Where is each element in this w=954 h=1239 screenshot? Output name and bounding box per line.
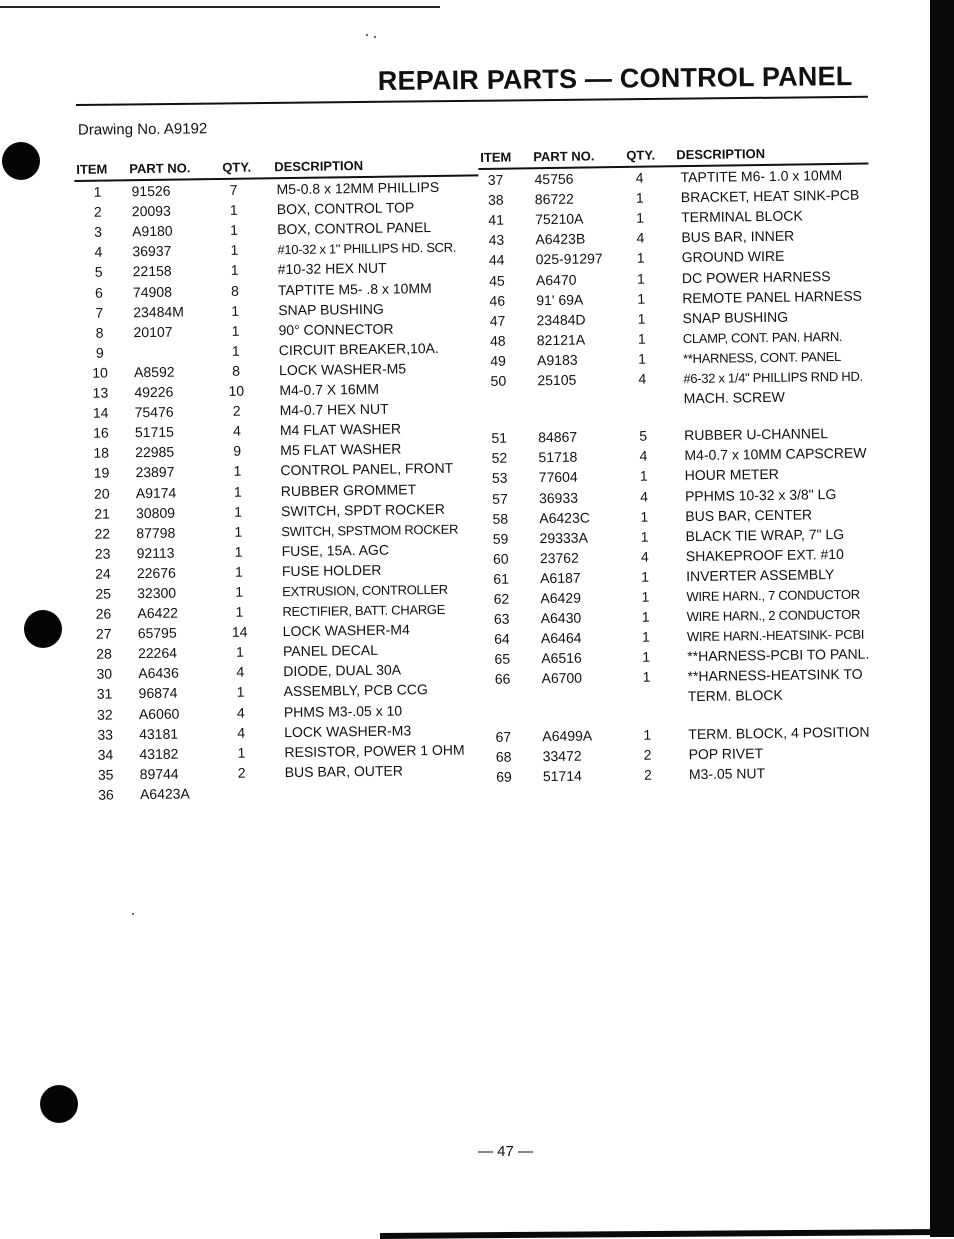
item-cell: 25 xyxy=(88,585,118,601)
item-cell: 51 xyxy=(484,430,514,446)
qty-cell: 1 xyxy=(220,302,250,318)
item-cell: 44 xyxy=(482,252,512,268)
qty-cell: 1 xyxy=(225,644,255,660)
item-cell: 32 xyxy=(90,706,120,722)
qty-cell: 8 xyxy=(220,282,250,298)
scan-edge-right xyxy=(930,0,954,1237)
item-cell: 69 xyxy=(489,768,519,784)
qty-cell: 1 xyxy=(221,342,251,358)
qty-cell: 1 xyxy=(630,568,660,584)
qty-cell: 9 xyxy=(222,443,252,459)
description-cell: WIRE HARN., 2 CONDUCTOR xyxy=(687,607,861,624)
qty-cell: 1 xyxy=(631,649,661,665)
item-cell: 66 xyxy=(487,671,517,687)
description-cell: BRACKET, HEAT SINK-PCB xyxy=(681,187,860,205)
table-row xyxy=(487,761,877,787)
qty-cell: 10 xyxy=(221,383,251,399)
part-number-cell: 49226 xyxy=(134,384,173,401)
qty-cell: 8 xyxy=(221,362,251,378)
table-body xyxy=(478,165,877,787)
qty-cell: 2 xyxy=(222,403,252,419)
table-row xyxy=(83,779,487,805)
part-number-cell: A6429 xyxy=(540,590,581,607)
description-cell: WIRE HARN.-HEATSINK- PCBI xyxy=(687,627,864,644)
item-cell: 48 xyxy=(483,332,513,348)
description-cell: LOCK WASHER-M5 xyxy=(279,360,406,378)
item-cell: 3 xyxy=(83,224,113,240)
item-cell: 22 xyxy=(87,525,117,541)
part-number-cell: 20107 xyxy=(133,323,172,340)
header-description: DESCRIPTION xyxy=(274,158,363,174)
description-cell: DC POWER HARNESS xyxy=(682,268,831,286)
part-number-cell: 43182 xyxy=(139,745,178,762)
part-number-cell: 29333A xyxy=(539,529,587,546)
item-cell: 60 xyxy=(486,550,516,566)
part-number-cell: 43181 xyxy=(139,725,178,742)
item-cell: 37 xyxy=(480,172,510,188)
item-cell: 2 xyxy=(83,204,113,220)
part-number-cell: A6187 xyxy=(540,569,581,586)
item-cell: 20 xyxy=(87,485,117,501)
part-number-cell: A9183 xyxy=(537,352,578,369)
description-cell: #6-32 x 1/4" PHILLIPS RND HD. xyxy=(683,369,863,387)
qty-cell: 4 xyxy=(222,423,252,439)
item-cell: 36 xyxy=(91,786,121,802)
item-cell: 58 xyxy=(485,510,515,526)
description-cell: REMOTE PANEL HARNESS xyxy=(682,287,862,306)
part-number-cell: 32300 xyxy=(137,585,176,602)
description-cell: ASSEMBLY, PCB CCG xyxy=(283,682,427,700)
item-cell: 52 xyxy=(484,450,514,466)
item-cell: 4 xyxy=(83,244,113,260)
page-number: — 47 — xyxy=(478,1143,533,1160)
description-cell: TERMINAL BLOCK xyxy=(681,208,803,226)
part-number-cell: 20093 xyxy=(132,203,171,220)
part-number-cell: 51714 xyxy=(543,767,582,784)
description-cell: PHMS M3-.05 x 10 xyxy=(284,702,402,720)
description-cell: 90° CONNECTOR xyxy=(278,320,393,338)
item-cell: 65 xyxy=(487,651,517,667)
part-number-cell: A6060 xyxy=(139,705,180,722)
qty-cell: 1 xyxy=(222,463,252,479)
description-cell: CLAMP, CONT. PAN. HARN. xyxy=(683,329,843,346)
part-number-cell: A6422 xyxy=(137,605,178,622)
description-cell: CONTROL PANEL, FRONT xyxy=(280,460,453,478)
qty-cell: 1 xyxy=(626,250,656,266)
description-cell: #10-32 HEX NUT xyxy=(278,260,387,278)
item-cell: 67 xyxy=(488,728,518,744)
part-number-cell: 91526 xyxy=(131,183,170,200)
qty-cell: 1 xyxy=(219,202,249,218)
item-cell: 57 xyxy=(485,490,515,506)
part-number-cell: 22264 xyxy=(138,645,177,662)
description-cell: LOCK WASHER-M3 xyxy=(284,722,411,740)
qty-cell: 1 xyxy=(223,503,253,519)
title-underline xyxy=(76,96,868,106)
qty-cell: 1 xyxy=(631,669,661,685)
part-number-cell: A6436 xyxy=(138,665,179,682)
description-cell: GROUND WIRE xyxy=(682,248,785,265)
qty-cell: 7 xyxy=(218,182,248,198)
description-cell: RECTIFIER, BATT. CHARGE xyxy=(282,602,445,619)
item-cell: 23 xyxy=(88,545,118,561)
qty-cell: 14 xyxy=(225,624,255,640)
description-cell: M5 FLAT WASHER xyxy=(280,441,401,459)
part-number-cell: 77604 xyxy=(539,469,578,486)
drawing-number: Drawing No. A9192 xyxy=(78,120,207,138)
description-cell: SWITCH, SPDT ROCKER xyxy=(281,500,445,518)
qty-cell: 1 xyxy=(220,262,250,278)
qty-cell: 1 xyxy=(629,468,659,484)
qty-cell: 1 xyxy=(631,609,661,625)
part-number-cell: A6423A xyxy=(140,785,190,802)
item-cell: 68 xyxy=(489,748,519,764)
part-number-cell: 75210A xyxy=(535,211,583,228)
part-number-cell: A6499A xyxy=(542,727,592,744)
item-cell: 47 xyxy=(482,312,512,328)
parts-table-right xyxy=(478,133,877,787)
item-cell: 53 xyxy=(485,470,515,486)
part-number-cell: 82121A xyxy=(537,331,585,348)
item-cell: 41 xyxy=(481,212,511,228)
item-cell: 50 xyxy=(483,373,513,389)
part-number-cell: 36937 xyxy=(132,243,171,260)
description-cell: CIRCUIT BREAKER,10A. xyxy=(279,340,439,358)
part-number-cell: 87798 xyxy=(136,524,175,541)
qty-cell: 4 xyxy=(225,664,255,680)
qty-cell: 1 xyxy=(629,528,659,544)
qty-cell: 1 xyxy=(224,583,254,599)
item-cell: 18 xyxy=(86,445,116,461)
item-cell: 1 xyxy=(82,184,112,200)
item-cell: 43 xyxy=(481,232,511,248)
part-number-cell: 30809 xyxy=(136,504,175,521)
description-cell: BUS BAR, INNER xyxy=(681,228,794,246)
item-cell: 49 xyxy=(483,352,513,368)
item-cell: 38 xyxy=(481,192,511,208)
part-number-cell: 75476 xyxy=(135,404,174,421)
description-cell: M4-0.7 x 10MM CAPSCREW xyxy=(684,445,866,464)
header-description: DESCRIPTION xyxy=(676,146,765,162)
item-cell: 28 xyxy=(89,646,119,662)
qty-cell: 1 xyxy=(226,744,256,760)
description-cell: PPHMS 10-32 x 3/8" LG xyxy=(685,486,836,504)
qty-cell: 5 xyxy=(628,428,658,444)
item-cell: 61 xyxy=(486,570,516,586)
description-cell: FUSE HOLDER xyxy=(282,562,382,579)
qty-cell: 1 xyxy=(625,210,655,226)
scan-speck xyxy=(132,913,134,915)
description-cell: WIRE HARN., 7 CONDUCTOR xyxy=(686,587,860,604)
part-number-cell: A6423B xyxy=(535,231,585,248)
qty-cell: 4 xyxy=(627,371,657,387)
item-cell: 26 xyxy=(88,605,118,621)
qty-cell: 4 xyxy=(226,704,256,720)
item-cell: 59 xyxy=(485,530,515,546)
part-number-cell: A6430 xyxy=(541,610,582,627)
item-cell: 46 xyxy=(482,292,512,308)
qty-cell: 4 xyxy=(624,170,654,186)
qty-cell: 1 xyxy=(223,483,253,499)
qty-cell: 1 xyxy=(219,242,249,258)
item-cell: 21 xyxy=(87,505,117,521)
description-cell: MACH. SCREW xyxy=(684,389,785,406)
item-cell: 6 xyxy=(84,284,114,300)
description-cell: HOUR METER xyxy=(685,466,779,483)
qty-cell: 4 xyxy=(630,548,660,564)
qty-cell: 1 xyxy=(224,604,254,620)
part-number-cell: 51715 xyxy=(135,424,174,441)
part-number-cell: 23484D xyxy=(536,311,585,328)
description-cell: TERM. BLOCK xyxy=(688,687,783,704)
part-number-cell: 45756 xyxy=(534,171,573,188)
table-body xyxy=(74,176,487,804)
qty-cell: 1 xyxy=(632,726,662,742)
description-cell: **HARNESS, CONT. PANEL xyxy=(683,349,841,366)
description-cell: LOCK WASHER-M4 xyxy=(283,622,410,640)
description-cell: RUBBER GROMMET xyxy=(281,481,417,499)
part-number-cell: 92113 xyxy=(137,544,175,561)
table-row xyxy=(482,386,872,412)
part-number-cell: 96874 xyxy=(138,685,177,702)
item-cell: 34 xyxy=(90,746,120,762)
item-cell: 35 xyxy=(91,766,121,782)
item-cell: 19 xyxy=(86,465,116,481)
item-cell: 64 xyxy=(487,631,517,647)
description-cell: **HARNESS-HEATSINK TO xyxy=(687,666,862,684)
part-number-cell: 51718 xyxy=(538,449,577,466)
description-cell: SHAKEPROOF EXT. #10 xyxy=(686,546,844,564)
qty-cell: 1 xyxy=(625,190,655,206)
part-number-cell: 22676 xyxy=(137,564,176,581)
item-cell: 14 xyxy=(86,405,116,421)
description-cell: TAPTITE M5- .8 x 10MM xyxy=(278,280,432,298)
part-number-cell: 33472 xyxy=(543,747,582,764)
part-number-cell: 23762 xyxy=(540,549,579,566)
qty-cell: 1 xyxy=(220,322,250,338)
part-number-cell: 25105 xyxy=(537,372,576,389)
description-cell: BUS BAR, OUTER xyxy=(285,762,403,780)
qty-cell: 4 xyxy=(629,488,659,504)
item-cell: 63 xyxy=(487,611,517,627)
item-cell: 10 xyxy=(85,364,115,380)
qty-cell: 1 xyxy=(219,222,249,238)
part-number-cell: 22158 xyxy=(133,263,172,280)
punch-hole-icon xyxy=(24,610,62,648)
part-number-cell: 84867 xyxy=(538,429,577,446)
part-number-cell: 91' 69A xyxy=(536,291,583,308)
header-qty: QTY. xyxy=(222,160,251,175)
part-number-cell: A6470 xyxy=(536,271,577,288)
qty-cell: 1 xyxy=(629,508,659,524)
item-cell: 8 xyxy=(84,324,114,340)
qty-cell: 2 xyxy=(633,746,663,762)
page-title: REPAIR PARTS — CONTROL PANEL xyxy=(378,61,853,97)
description-cell: FUSE, 15A. AGC xyxy=(282,541,390,558)
qty-cell: 2 xyxy=(633,766,663,782)
description-cell: TAPTITE M6- 1.0 x 10MM xyxy=(680,167,842,185)
qty-cell: 1 xyxy=(225,684,255,700)
qty-cell: 1 xyxy=(224,543,254,559)
description-cell: M4-0.7 HEX NUT xyxy=(280,401,389,419)
scan-edge-bottom xyxy=(380,1229,940,1239)
item-cell: 45 xyxy=(482,272,512,288)
part-number-cell: A9180 xyxy=(132,223,173,240)
item-cell: 30 xyxy=(89,666,119,682)
description-cell: POP RIVET xyxy=(689,745,764,762)
qty-cell: 1 xyxy=(627,350,657,366)
header-part-no: PART NO. xyxy=(129,160,190,176)
description-cell: TERM. BLOCK, 4 POSITION xyxy=(688,723,869,742)
item-cell: 27 xyxy=(89,626,119,642)
item-cell: 7 xyxy=(84,304,114,320)
description-cell: DIODE, DUAL 30A xyxy=(283,662,401,680)
table-row xyxy=(486,684,876,710)
part-number-cell: 36933 xyxy=(539,489,578,506)
qty-cell: 1 xyxy=(626,310,656,326)
description-cell: BOX, CONTROL TOP xyxy=(277,199,415,217)
qty-cell: 2 xyxy=(227,764,257,780)
item-cell: 62 xyxy=(486,590,516,606)
item-cell: 9 xyxy=(85,344,115,360)
part-number-cell: 89744 xyxy=(140,765,179,782)
part-number-cell: A6516 xyxy=(541,650,582,667)
description-cell: SWITCH, SPSTMOM ROCKER xyxy=(281,521,458,538)
part-number-cell: A6423C xyxy=(539,509,590,526)
header-item: ITEM xyxy=(76,162,107,177)
parts-table-left xyxy=(74,144,487,804)
description-cell: SNAP BUSHING xyxy=(278,300,384,317)
qty-cell: 1 xyxy=(626,270,656,286)
description-cell: M4-0.7 X 16MM xyxy=(279,381,379,398)
part-number-cell: 23897 xyxy=(135,464,174,481)
scan-edge-line xyxy=(0,6,440,8)
qty-cell: 4 xyxy=(628,448,658,464)
qty-cell: 1 xyxy=(223,523,253,539)
part-number-cell: 23484M xyxy=(133,303,184,320)
description-cell: #10-32 x 1" PHILLIPS HD. SCR. xyxy=(277,240,456,257)
description-cell: RESISTOR, POWER 1 OHM xyxy=(284,741,464,760)
header-part-no: PART NO. xyxy=(533,148,594,164)
description-cell: RUBBER U-CHANNEL xyxy=(684,425,828,443)
header-item: ITEM xyxy=(480,150,511,165)
punch-hole-icon xyxy=(40,1085,78,1123)
item-cell: 13 xyxy=(85,384,115,400)
description-cell: EXTRUSION, CONTROLLER xyxy=(282,582,448,599)
part-number-cell: A8592 xyxy=(134,364,175,381)
part-number-cell: 74908 xyxy=(133,283,172,300)
description-cell: M3-.05 NUT xyxy=(689,765,765,782)
description-cell: SNAP BUSHING xyxy=(682,308,788,325)
part-number-cell: A6700 xyxy=(541,670,582,687)
part-number-cell: 65795 xyxy=(138,625,177,642)
description-cell: M5-0.8 x 12MM PHILLIPS xyxy=(276,179,439,197)
qty-cell: 1 xyxy=(224,563,254,579)
qty-cell: 1 xyxy=(627,330,657,346)
header-qty: QTY. xyxy=(626,148,655,163)
item-cell: 16 xyxy=(86,425,116,441)
description-cell: PANEL DECAL xyxy=(283,642,378,659)
scan-speck xyxy=(374,36,376,38)
description-cell: BUS BAR, CENTER xyxy=(685,506,812,524)
scan-speck xyxy=(366,34,368,36)
qty-cell: 4 xyxy=(226,724,256,740)
qty-cell: 1 xyxy=(626,290,656,306)
item-cell: 5 xyxy=(84,264,114,280)
part-number-cell: A6464 xyxy=(541,630,582,647)
description-cell: **HARNESS-PCBI TO PANL. xyxy=(687,646,869,665)
part-number-cell: A9174 xyxy=(136,484,177,501)
part-number-cell: 025-91297 xyxy=(536,251,603,268)
item-cell: 24 xyxy=(88,565,118,581)
item-cell: 33 xyxy=(90,726,120,742)
part-number-cell: 86722 xyxy=(535,191,574,208)
description-cell: BLACK TIE WRAP, 7" LG xyxy=(685,526,844,544)
item-cell: 31 xyxy=(89,686,119,702)
qty-cell: 4 xyxy=(625,230,655,246)
description-cell: BOX, CONTROL PANEL xyxy=(277,219,431,237)
description-cell: INVERTER ASSEMBLY xyxy=(686,566,834,584)
part-number-cell: 22985 xyxy=(135,444,174,461)
qty-cell: 1 xyxy=(631,629,661,645)
qty-cell: 1 xyxy=(630,588,660,604)
punch-hole-icon xyxy=(2,142,40,180)
description-cell: M4 FLAT WASHER xyxy=(280,421,401,439)
